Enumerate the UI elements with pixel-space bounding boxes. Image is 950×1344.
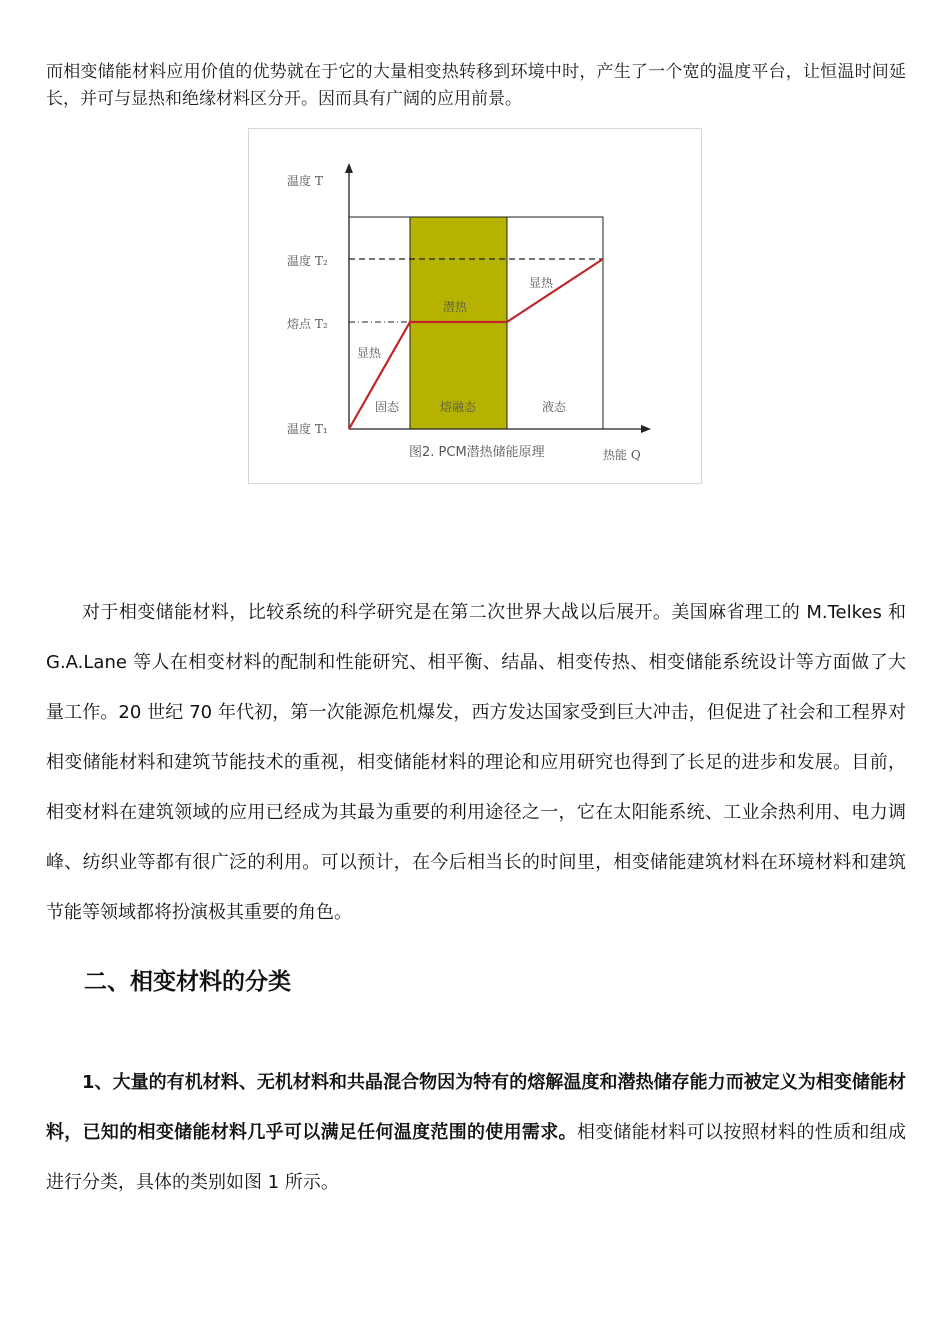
classification-bold-text: 1、大量的有机材料、无机材料和共晶混合物因为特有的熔解温度和潜热储存能力而被定义为相变储能材料，已知的相变储能材料几乎可以满足任何温度范围的使用需求。 [46, 1072, 906, 1143]
classification-normal-text: 相变储能材料可以按照材料的性质和组成进行分类，具体的类别如图 1 所示。 [46, 1122, 907, 1193]
figure-caption: 图2. PCM潜热储能原理 [409, 445, 545, 460]
pcm-diagram [249, 129, 701, 483]
region-solid: 固态 [375, 400, 400, 414]
label-sensible-left: 显热 [357, 346, 382, 360]
region-melting: 熔融态 [440, 400, 477, 414]
label-sensible-right: 显热 [529, 276, 554, 290]
label-latent: 潜热 [443, 300, 468, 314]
section-heading: 二、相变材料的分类 [84, 969, 291, 995]
pcm-latent-heat-figure [248, 128, 702, 484]
tick-t2: 温度 T₂ [287, 254, 328, 268]
classification-paragraph [46, 1058, 906, 1208]
x-axis-label: 热能 Q [603, 448, 641, 462]
region-liquid: 液态 [542, 400, 567, 414]
y-axis-arrow [345, 163, 353, 173]
x-axis-arrow [641, 425, 651, 433]
y-axis-label: 温度 T [287, 174, 323, 188]
tick-melting-point: 熔点 T₂ [287, 317, 328, 331]
intro-paragraph: 而相变储能材料应用价值的优势就在于它的大量相变热转移到环境中时，产生了一个宽的温度平台，让恒温时间延长，并可与显热和绝缘材料区分开。因而具有广阔的应用前景。 [46, 62, 906, 109]
history-paragraph: 对于相变储能材料，比较系统的科学研究是在第二次世界大战以后展开。美国麻省理工的 M.Telkes 和 G.A.Lane 等人在相变材料的配制和性能研究、相平衡、结晶、相变传热、相变储能系统设计等方面做了大量工作。20 世纪 70 年代初，第一次能源危机爆发，西方发达国家受到巨大冲击，但促进了社会和工程界对相变储能材料和建筑节能技术的重视，相变储能材料的理论和应用研究也得到了长足的进步和发展。目前，相变材料在建筑领域的应用已经成为其最为重要的利用途径之一，它在太阳能系统、工业余热利用、电力调峰、纺织业等都有很广泛的利用。可以预计，在今后相当长的时间里，相变储能建筑材料在环境材料和建筑节能等领域都将扮演极其重要的角色。 [46, 602, 906, 923]
tick-t1: 温度 T₁ [287, 422, 328, 436]
